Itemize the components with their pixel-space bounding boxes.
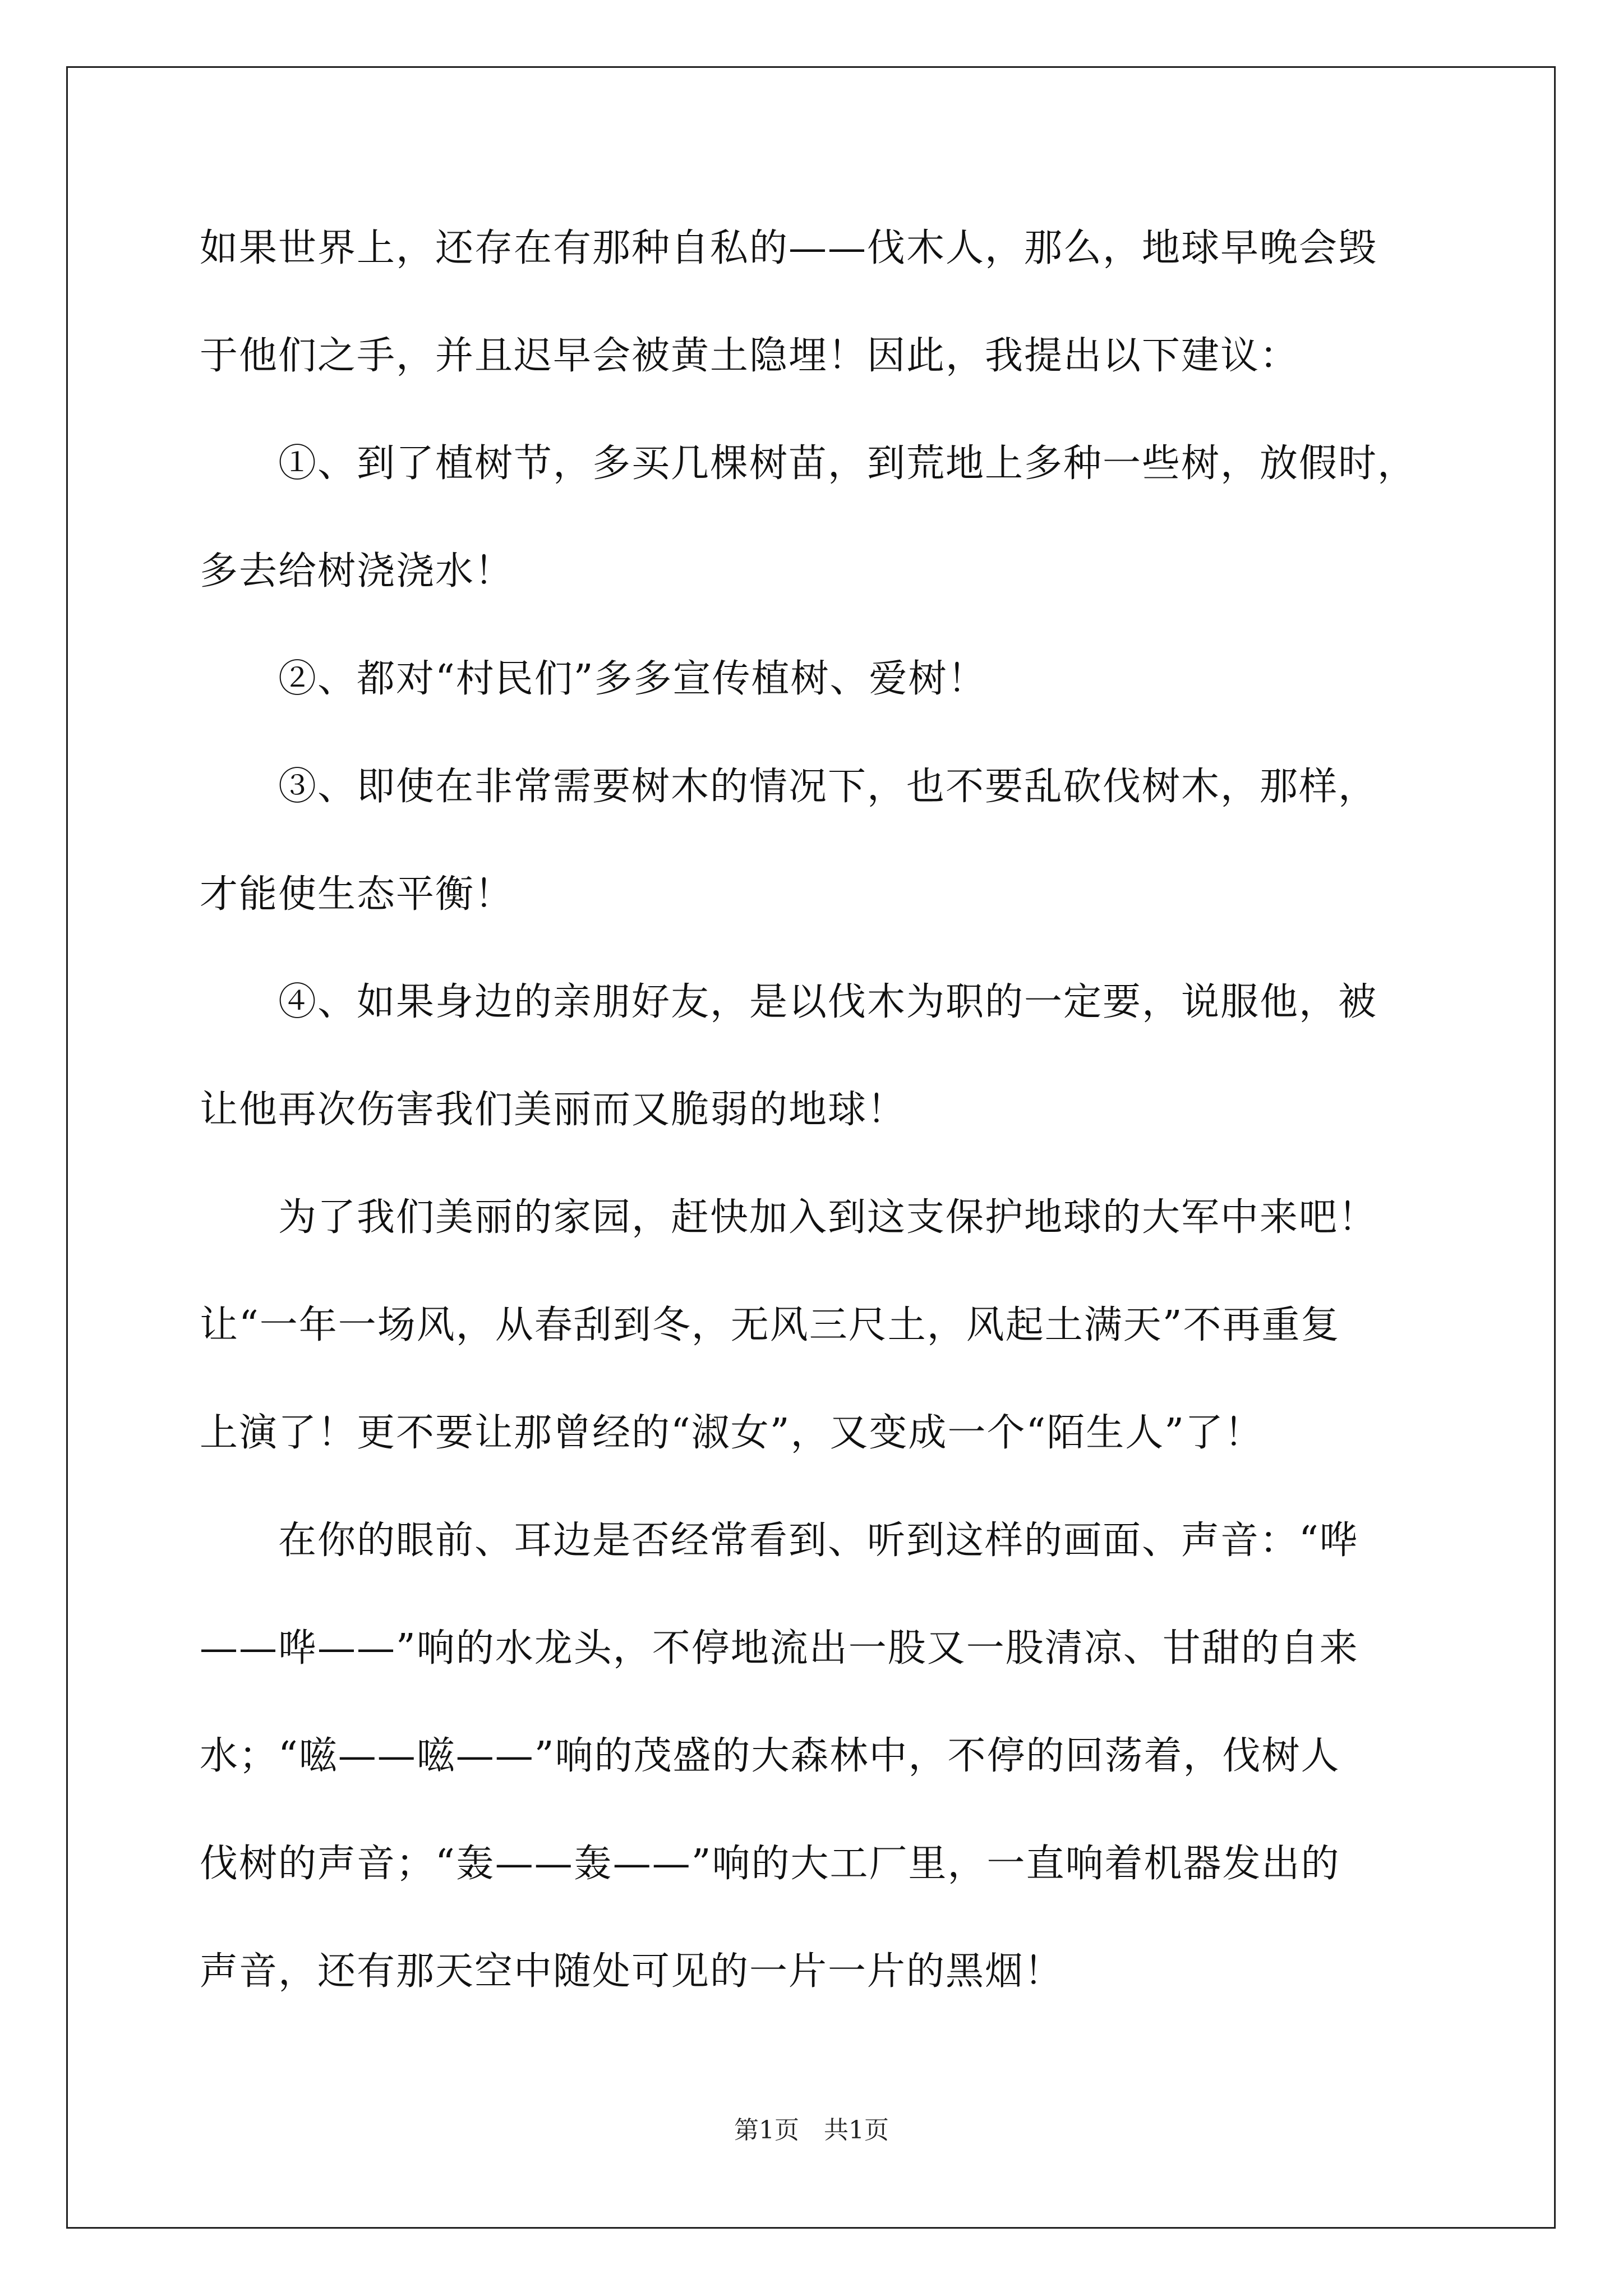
page-footer xyxy=(0,2114,1623,2147)
text-line: ②、都对“村民们”多多宣传植树、爱树！ xyxy=(278,657,987,701)
text-line: 如果世界上，还存在有那种自私的——伐木人，那么，地球早晚会毁 xyxy=(200,226,1378,270)
text-line: 让“一年一场风，从春刮到冬，无风三尺土，风起土满天”不再重复 xyxy=(200,1303,1340,1347)
text-line: ③、即使在非常需要树木的情况下，也不要乱砍伐树木，那样， xyxy=(278,765,1378,809)
text-line: ①、到了植树节，多买几棵树苗，到荒地上多种一些树，放假时， xyxy=(278,441,1417,486)
text-line: 上演了！更不要让那曾经的“淑女”，又变成一个“陌生人”了！ xyxy=(200,1411,1264,1455)
page-number-total: 共1页 xyxy=(824,2116,889,2145)
text-line: ——哗——”响的水龙头，不停地流出一股又一股清凉、甘甜的自来 xyxy=(200,1626,1359,1671)
text-line: 为了我们美丽的家园，赶快加入到这支保护地球的大军中来吧！ xyxy=(278,1195,1378,1240)
text-line: 伐树的声音；“轰——轰——”响的大工厂里，一直响着机器发出的 xyxy=(200,1842,1340,1886)
text-line: 让他再次伤害我们美丽而又脆弱的地球！ xyxy=(200,1088,907,1132)
document-body xyxy=(200,222,1461,2053)
text-line: 于他们之手，并且迟早会被黄土隐埋！因此，我提出以下建议： xyxy=(200,334,1299,378)
text-line: 在你的眼前、耳边是否经常看到、听到这样的画面、声音：“哗 xyxy=(278,1519,1359,1563)
text-line: 水；“嗞——嗞——”响的茂盛的大森林中，不停的回荡着，伐树人 xyxy=(200,1734,1340,1778)
text-line: 声音，还有那天空中随处可见的一片一片的黑烟！ xyxy=(200,1949,1064,1994)
page-number-current: 第1页 xyxy=(734,2116,799,2145)
text-line: 才能使生态平衡！ xyxy=(200,872,514,917)
text-line: 多去给树浇浇水！ xyxy=(200,549,514,593)
text-line: ④、如果身边的亲朋好友，是以伐木为职的一定要，说服他，被 xyxy=(278,980,1378,1024)
